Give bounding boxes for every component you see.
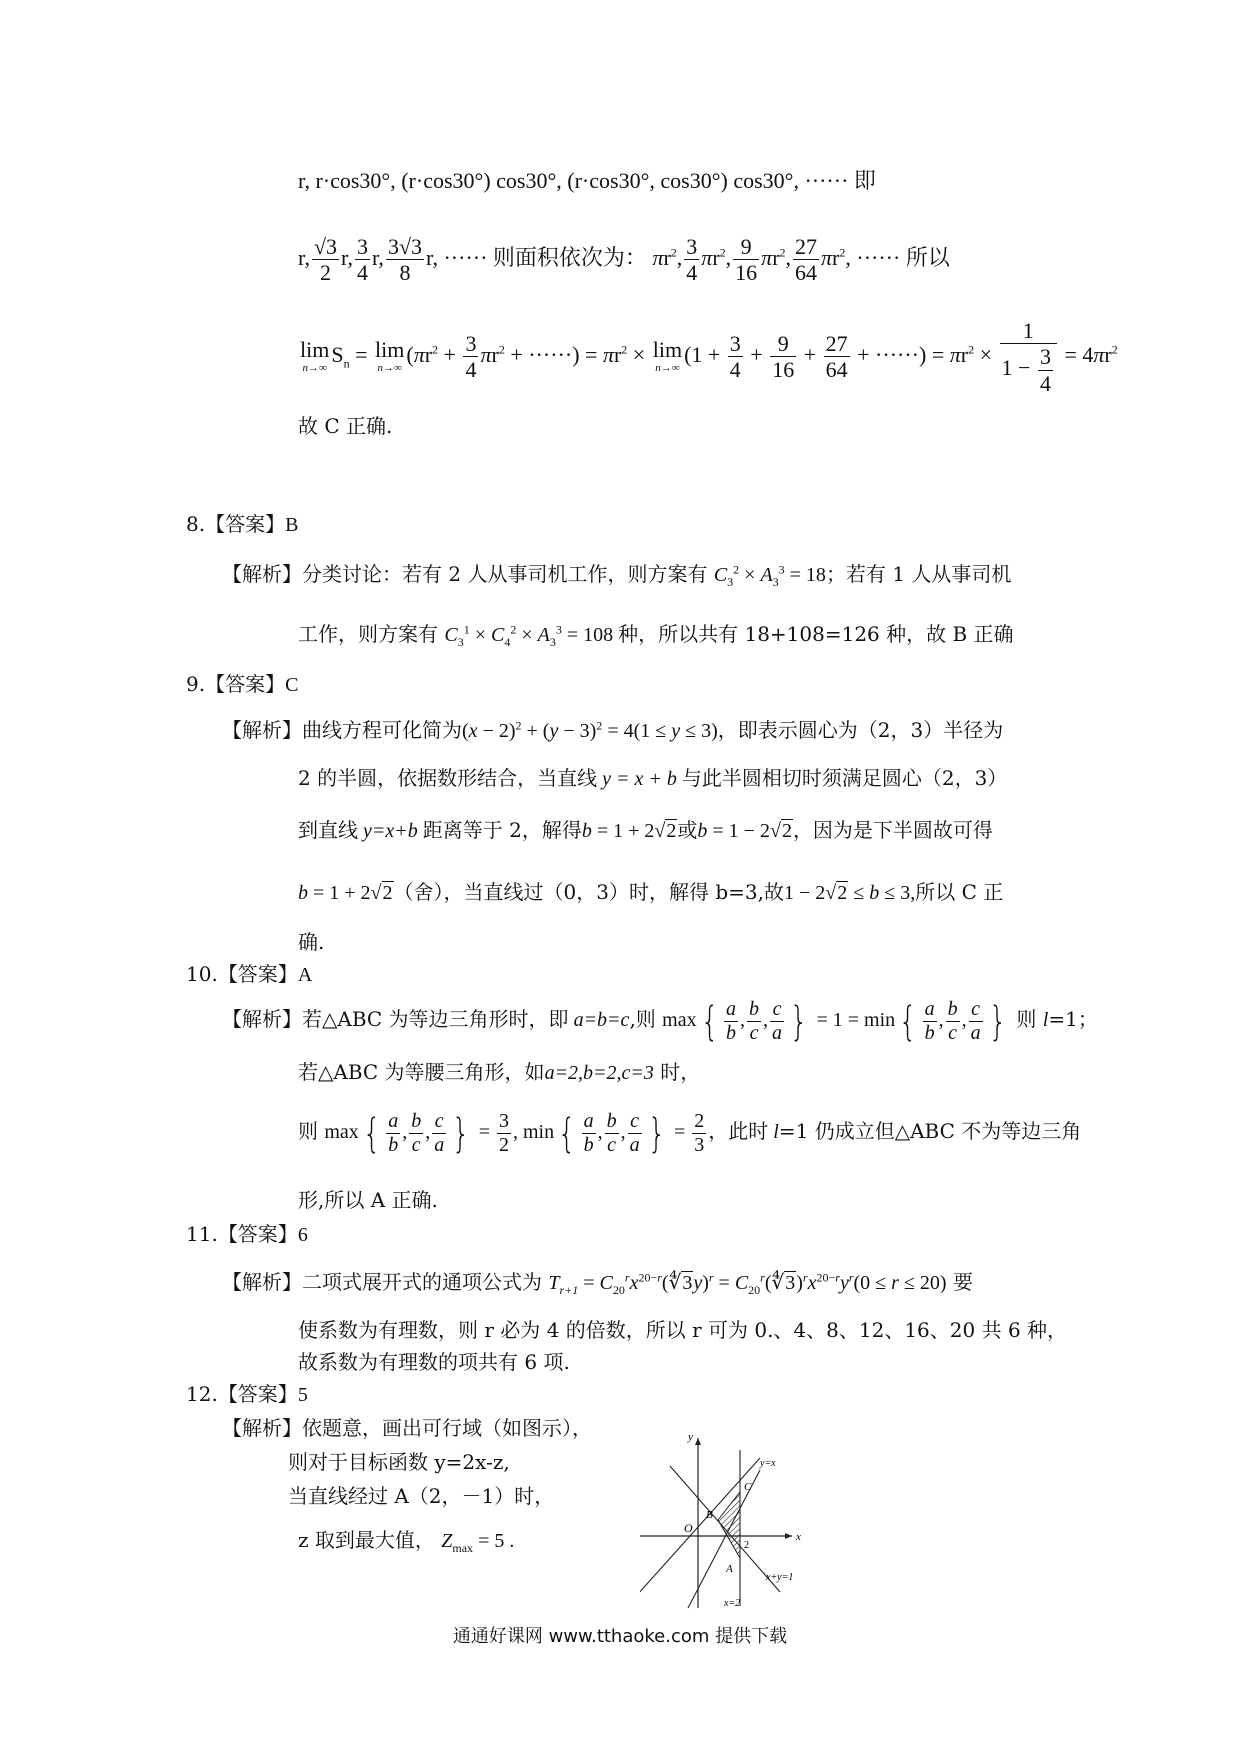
point-a-label: A <box>726 1563 733 1575</box>
q9-analysis-line-1: 【解析】曲线方程可化简为$(x - 2)^2 + (y - 3)^2 = 4(1 \le y \le 3)$，即表示圆心为（2，3）半径为 <box>222 718 1004 742</box>
q12-analysis-line-4: z 取到最大值， $Z_{max} = 5$ . <box>298 1528 515 1555</box>
page-footer: 通通好课网 www.tthaoke.com 提供下载 <box>452 1626 788 1647</box>
origin-label: O <box>684 1521 693 1535</box>
q10-analysis-line-1: 【解析】若△ABC 为等边三角形时，即 a=b=c,则 max{ $\frac{a}{b}$ , $\frac{b}{c}$ , $\frac{c}{a}$ } = 1 = min{ $\frac{a}{b}$ , $\frac{b}{c}$ , $\frac{c}{a}$ } 则 l=1； <box>222 998 1098 1045</box>
q11-analysis-line-1: 【解析】二项式展开式的通项公式为 $T_{r+1}$ = $C_{20}^rx^{20-r}(∜3y)^r$ = $C_{20}^r(∜3)^rx^{20-r}y^r(0 \le r \le 20)$ 要 <box>222 1270 973 1297</box>
line-yx-label: y=x <box>760 1458 776 1469</box>
q11-analysis-line-3: 故系数为有理数的项共有 6 项. <box>298 1350 570 1374</box>
q12-analysis-line-1: 【解析】依题意，画出可行域（如图示）， <box>222 1416 592 1440</box>
q8-analysis-line-1: 【解析】分类讨论：若有 2 人从事司机工作，则方案有 $C_3^2 \times A_3^3 = 18$；若有 1 人从事司机 <box>222 562 1012 589</box>
q9-answer: 9.【答案】C <box>186 672 299 696</box>
q11-analysis-line-2: 使系数为有理数，则 r 必为 4 的倍数，所以 r 可为 0.、4、8、12、16、20 共 6 种， <box>298 1318 1068 1342</box>
q9-analysis-line-3: 到直线 y=x+b 距离等于 2，解得b = 1 + 2√2或b = 1 − 2√2，因为是下半圆故可得 <box>298 818 993 842</box>
q7-conclusion: 故 C 正确. <box>298 414 393 438</box>
q11-answer: 11.【答案】6 <box>186 1222 308 1246</box>
q10-analysis-line-3: 则 max{ $\frac{a}{b}$ , $\frac{b}{c}$ , $\frac{c}{a}$ } = $\frac{3}{2}$ , min{ $\frac{a}{b}$ , $\frac{b}{c}$ , $\frac{c}{a}$ } = $\frac{2}{3}$ ，此时 l=1 仍成立但△ABC 不为等边三角 <box>298 1110 1082 1157</box>
q12-answer: 12.【答案】5 <box>186 1382 308 1406</box>
tick-2-label: 2 <box>744 1540 749 1551</box>
feasible-region-figure <box>640 1430 840 1614</box>
q7-line-2: r, $\frac{√3}{2}$ r, $\frac{3}{4}$ r, $\frac{3√3}{8}$ r, ······ 则面积依次为： $\pi r^2$, $\frac{3}{4}$ $\pi r^2$, $\frac{9}{16}$ $\pi r^2$, $\frac{27}{64}$ $\pi r^2$, ······ 所以 <box>298 234 950 286</box>
q9-analysis-line-2: 2 的半圆，依据数形结合，当直线 y = x + b 与此半圆相切时须满足圆心（2，3） <box>298 766 1008 790</box>
q10-answer: 10.【答案】A <box>186 962 313 986</box>
line-xy1-label: x+y=1 <box>766 1572 794 1583</box>
q10-analysis-line-4: 形,所以 A 正确. <box>298 1188 438 1212</box>
q10-analysis-line-2: 若△ABC 为等腰三角形，如a=2,b=2,c=3 时， <box>298 1060 701 1084</box>
y-axis-label: y <box>688 1431 693 1443</box>
line-x2-label: x=2 <box>724 1598 741 1609</box>
point-c-label: C <box>744 1481 752 1493</box>
x-axis-label: x <box>796 1531 801 1543</box>
point-b-label: B <box>706 1509 713 1521</box>
q12-analysis-line-2: 则对于目标函数 y=2x-z, <box>288 1450 510 1474</box>
line-y-eq-x <box>640 1458 760 1610</box>
q8-answer: 8.【答案】B <box>186 512 299 536</box>
q12-analysis-line-3: 当直线经过 A（2，－1）时， <box>288 1484 555 1508</box>
q7-line-1: r, r·cos30°, (r·cos30°) cos30°, (r·cos30°, cos30°) cos30°, ······ 即 <box>298 168 876 193</box>
feasible-region-svg <box>640 1430 840 1610</box>
q7-limit-equation: lim n→∞ $S_n = \lim$ n→∞ ($\pi r^2$ + $\frac{3}{4}$ $\pi r^2$ + ······) = $\pi r^2 \times \lim$ n→∞ (1 + $\frac{3}{4}$ + $\frac{9}{16}$ + $\frac{27}{64}$ + ······) = $\pi r^2$ × 1 1 − $\frac{3}{4}$ = $4\pi r^2$ <box>300 318 1118 396</box>
q9-analysis-line-4: b = 1 + 2√2（舍），当直线过（0，3）时，解得 b=3,故1 − 2√2 ≤ b ≤ 3,所以 C 正 <box>298 880 1004 904</box>
q8-analysis-line-2: 工作，则方案有 $C_3^1 \times C_4^2 \times A_3^3 = 108$ 种，所以共有 18+108=126 种，故 B 正确 <box>298 622 1014 649</box>
q9-analysis-line-5: 确. <box>298 930 325 954</box>
